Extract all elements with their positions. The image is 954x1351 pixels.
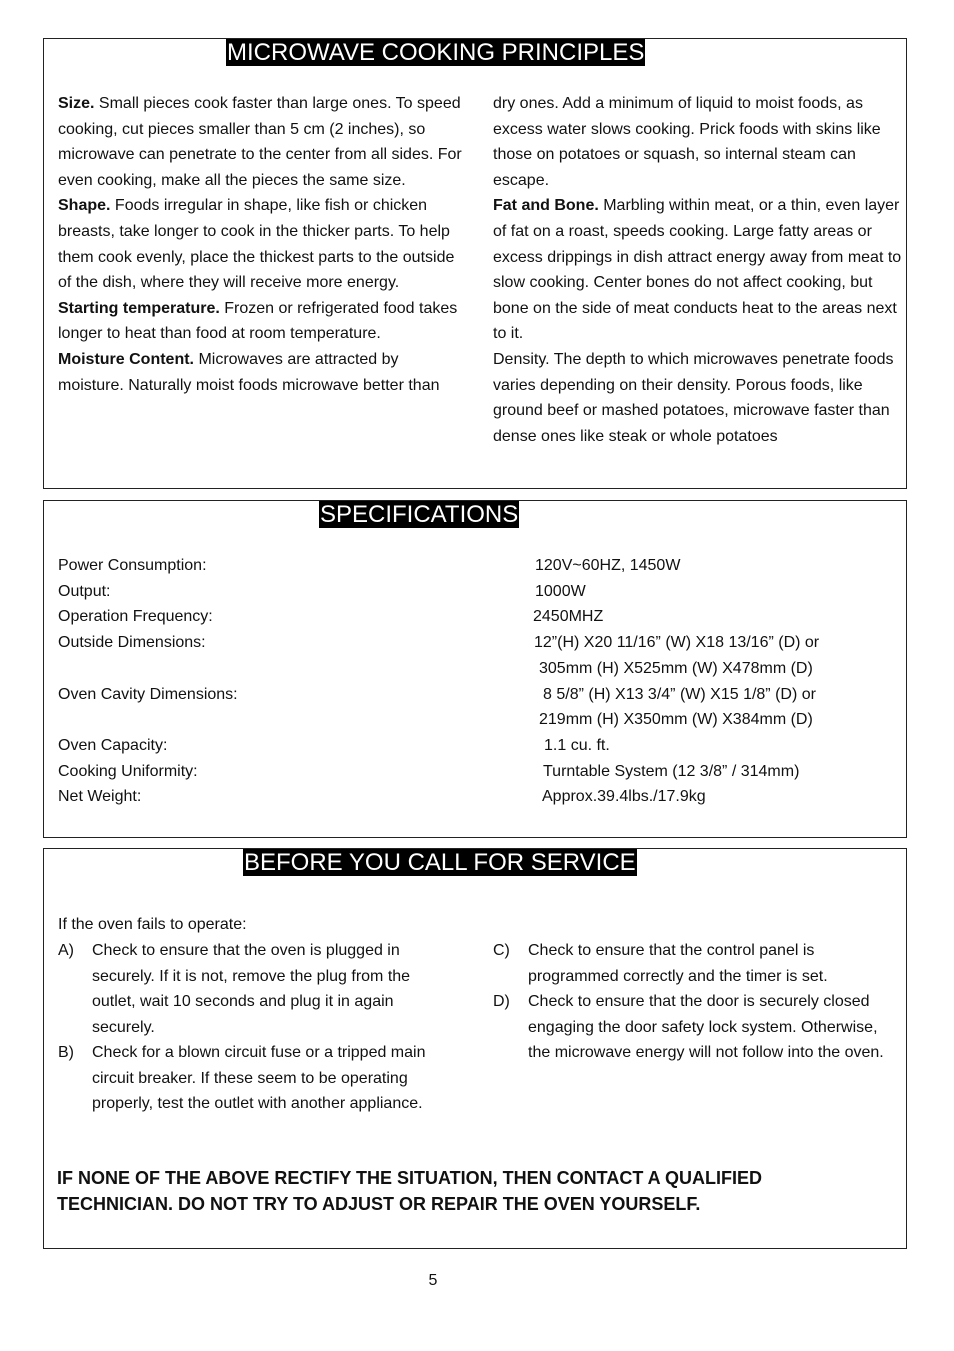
- size-paragraph: [58, 91, 468, 193]
- temperature-label: Starting temperature.: [58, 299, 220, 317]
- service-intro: If the oven fails to operate:: [58, 916, 247, 933]
- spec-value: 1000W: [535, 582, 586, 600]
- moisture-text: Microwaves are attracted by moisture. Naturally moist foods microwave better than: [58, 350, 440, 394]
- shape-paragraph: [58, 193, 468, 295]
- spec-value: 2450MHZ: [533, 608, 604, 626]
- service-title: BEFORE YOU CALL FOR SERVICE: [244, 849, 636, 876]
- spec-value: 12”(H) X20 11/16” (W) X18 13/16” (D) or: [534, 634, 820, 652]
- temperature-text: Frozen or refrigerated food takes longer to heat than food at room temperature.: [58, 299, 458, 343]
- item-text: Check to ensure that the oven is plugged in securely. If it is not, remove the plug from the outlet, wait 10 seconds and plug it in again securely.: [92, 942, 411, 1036]
- fat-text: Marbling within meat, or a thin, even layer of fat on a roast, speeds cooking. Large fatty areas or excess drippings in dish attract energy away from meat to slow cooking. Center bones do not affect cooking, but bone on the side of meat conducts heat to the areas next to it.: [493, 197, 902, 343]
- spec-row: [58, 579, 898, 605]
- spec-row: [58, 604, 898, 630]
- spec-value: Approx.39.4lbs./17.9kg: [542, 788, 706, 806]
- specifications-title: SPECIFICATIONS: [320, 501, 519, 528]
- spec-row: [58, 682, 898, 708]
- spec-label: Operation Frequency:: [58, 608, 213, 626]
- spec-value: 8 5/8” (H) X13 3/4” (W) X15 1/8” (D) or: [543, 685, 816, 703]
- warning-text: IF NONE OF THE ABOVE RECTIFY THE SITUATION, THEN CONTACT A QUALIFIED TECHNICIAN. DO NOT TRY TO ADJUST OR REPAIR THE OVEN YOURSELF.: [57, 1168, 762, 1214]
- spec-label: Cooking Uniformity:: [58, 762, 198, 780]
- temperature-paragraph: [58, 296, 468, 347]
- specifications-section: [43, 500, 907, 838]
- item-letter: A): [58, 942, 74, 959]
- spec-label: Oven Cavity Dimensions:: [58, 685, 238, 703]
- item-text: Check for a blown circuit fuse or a tripped main circuit breaker. If these seem to be operating properly, test the outlet with another appliance.: [92, 1044, 426, 1113]
- spec-value: 305mm (H) X525mm (W) X478mm (D): [539, 659, 813, 677]
- size-text: Small pieces cook faster than large ones. To speed cooking, cut pieces smaller than 5 cm (2 inches), so microwave can penetrate to the center from all sides. For even cooking, make all the pieces the same size.: [58, 95, 462, 189]
- spec-value: Turntable System (12 3/8” / 314mm): [543, 762, 800, 780]
- spec-label: Outside Dimensions:: [58, 634, 206, 652]
- size-label: Size.: [58, 95, 95, 112]
- spec-value: 1.1 cu. ft.: [544, 736, 610, 754]
- item-text: Check to ensure that the control panel is programmed correctly and the timer is set.: [528, 942, 828, 985]
- principles-column-right: [493, 91, 905, 449]
- spec-label: Output:: [58, 582, 111, 600]
- item-letter: C): [493, 942, 510, 959]
- moisture-continued: dry ones. Add a minimum of liquid to moist foods, as excess water slows cooking. Prick foods with skins like those on potatoes or squash, so internal steam can escape.: [493, 95, 881, 189]
- spec-row: [58, 707, 898, 733]
- principles-title: MICROWAVE COOKING PRINCIPLES: [227, 39, 645, 66]
- spec-row: [58, 784, 898, 810]
- page-number: 5: [428, 1272, 438, 1289]
- spec-label: Net Weight:: [58, 788, 142, 806]
- spec-row: [58, 759, 898, 785]
- density-paragraph: Density. The depth to which microwaves penetrate foods varies depending on their density. Porous foods, like ground beef or mashed potatoes, microwave faster than dense ones like steak or whole potatoes: [493, 350, 894, 445]
- principles-section: [43, 38, 907, 489]
- spec-row: [58, 553, 898, 579]
- spec-row: [58, 656, 898, 682]
- spec-label: Oven Capacity:: [58, 736, 168, 754]
- spec-row: [58, 630, 898, 656]
- spec-value: 219mm (H) X350mm (W) X384mm (D): [539, 711, 813, 729]
- spec-label: Power Consumption:: [58, 557, 207, 574]
- fat-paragraph: [493, 193, 905, 347]
- spec-row: [58, 733, 898, 759]
- item-letter: B): [58, 1044, 74, 1061]
- moisture-label: Moisture Content.: [58, 350, 194, 368]
- item-letter: D): [493, 993, 510, 1010]
- shape-label: Shape.: [58, 197, 111, 215]
- item-text: Check to ensure that the door is securely closed engaging the door safety lock system. Otherwise, the microwave energy will not follow into the oven.: [528, 993, 884, 1062]
- fat-label: Fat and Bone.: [493, 197, 599, 215]
- spec-value: 120V~60HZ, 1450W: [535, 557, 681, 574]
- moisture-paragraph: [58, 347, 468, 398]
- shape-text: Foods irregular in shape, like fish or chicken breasts, take longer to cook in the thicker parts. To help them cook evenly, place the thickest parts to the outside of the dish, where they will receive more energy.: [58, 197, 455, 292]
- principles-column-left: [58, 91, 468, 398]
